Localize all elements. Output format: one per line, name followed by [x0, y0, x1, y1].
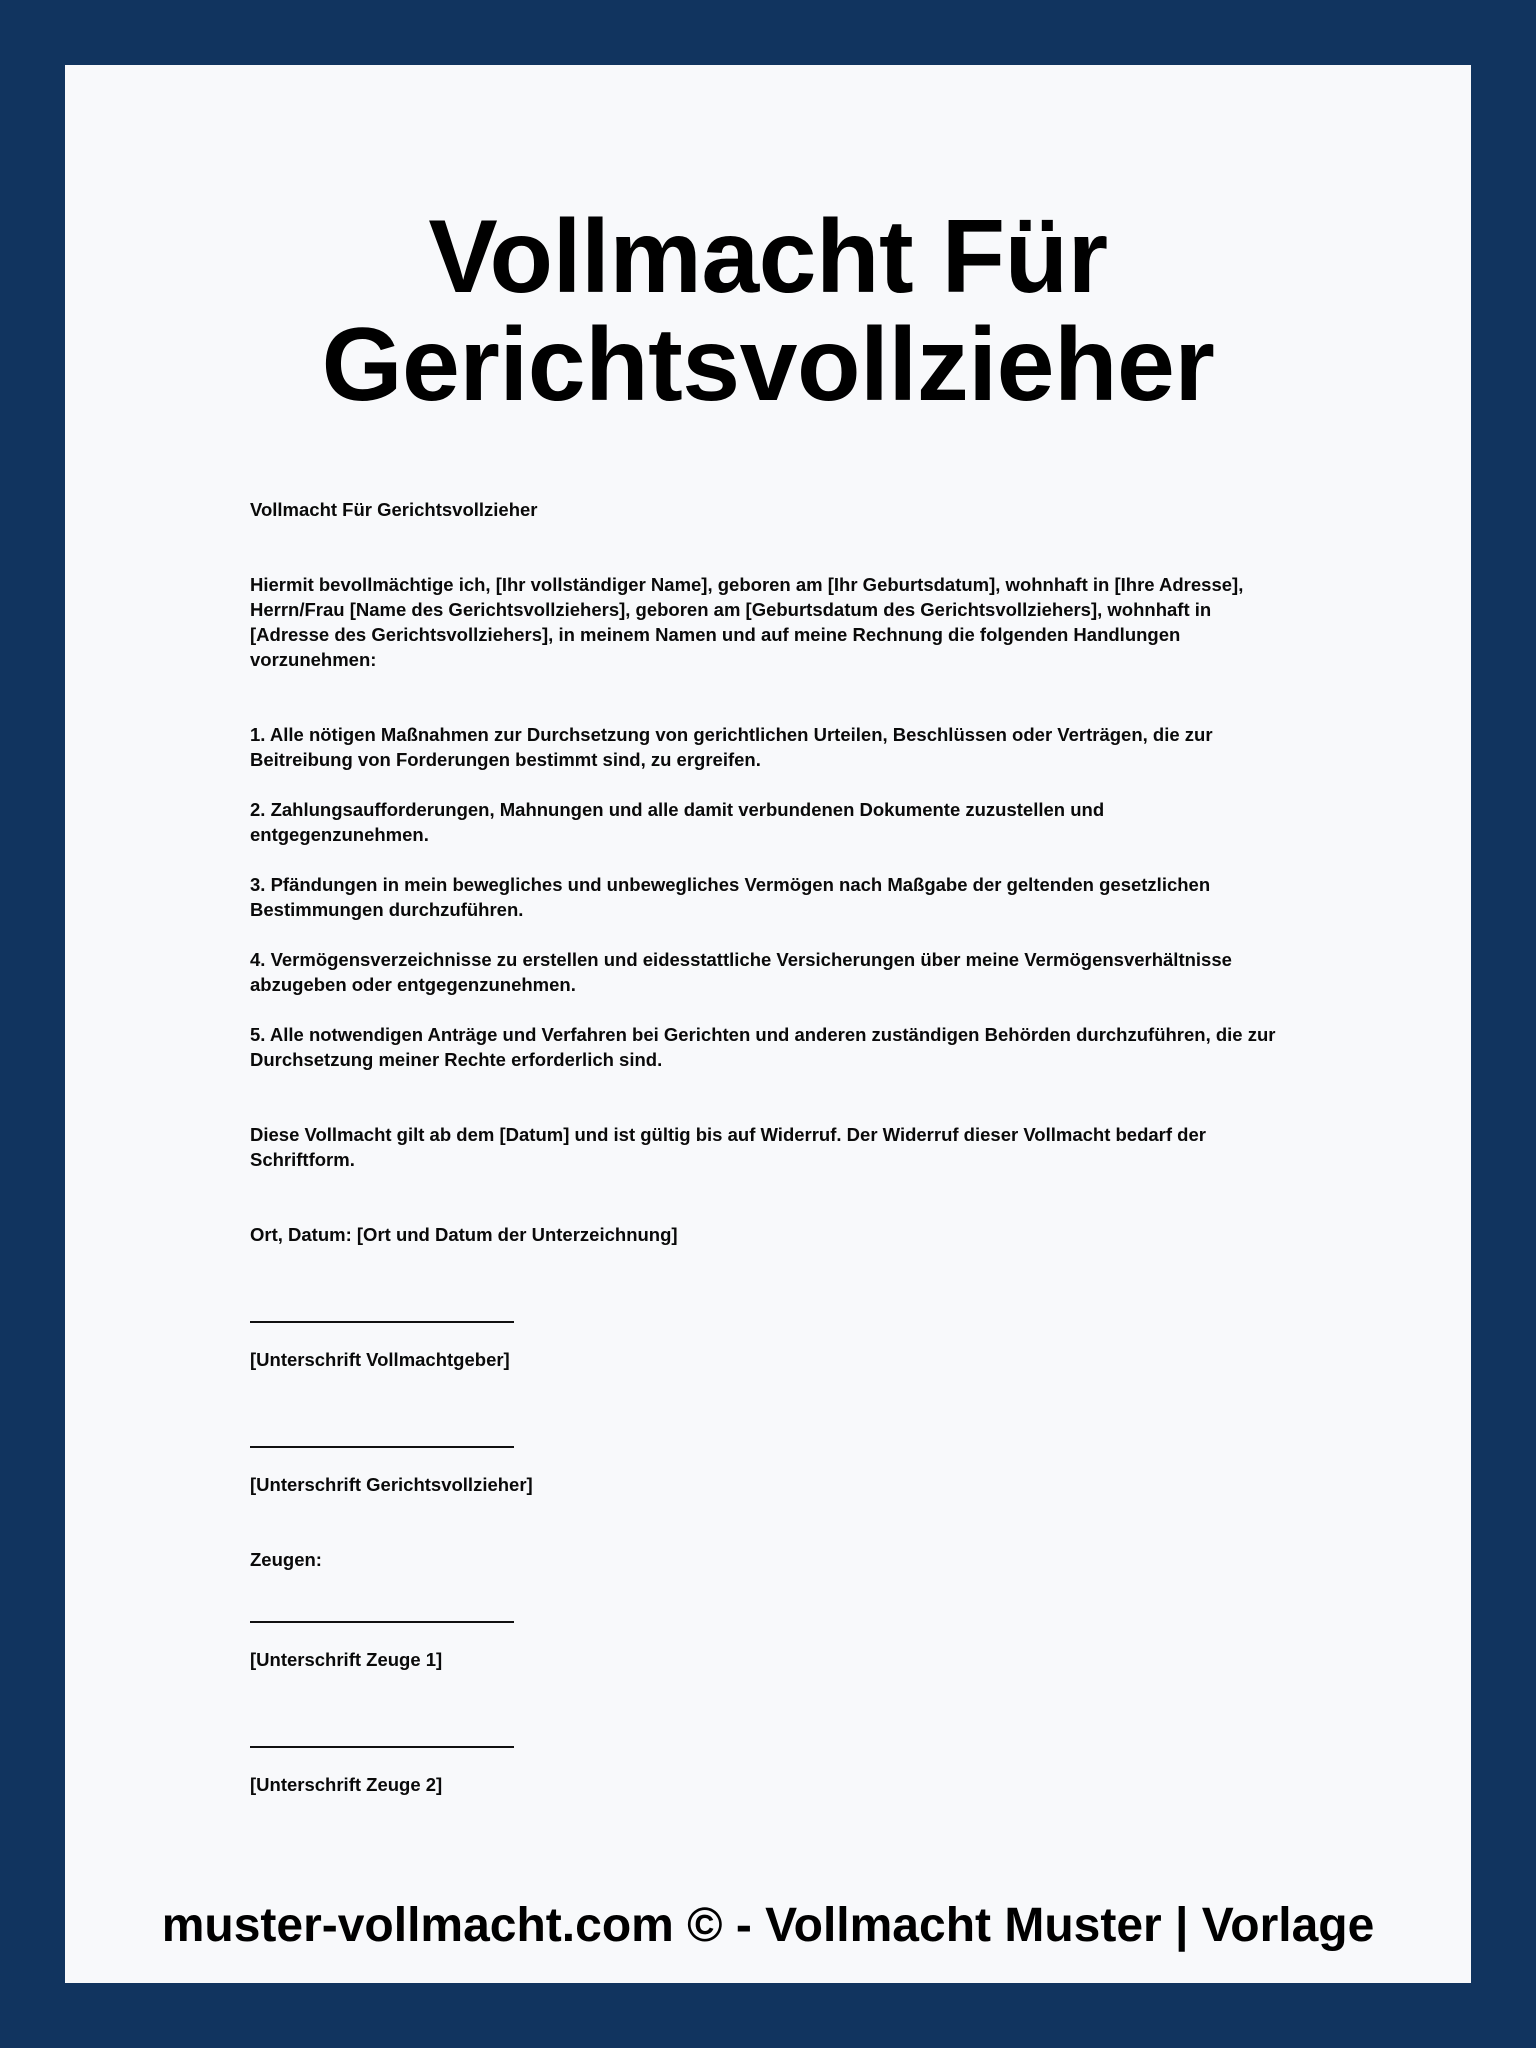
document-page	[65, 65, 1471, 1983]
signature-label-witness-1: [Unterschrift Zeuge 1]	[250, 1649, 443, 1670]
witnesses-label: Zeugen:	[250, 1549, 322, 1570]
title-line-1: Vollmacht Für	[428, 199, 1108, 315]
footer-watermark: muster-vollmacht.com © - Vollmacht Muster | Vorlage	[161, 1899, 1375, 1952]
title-line-2: Gerichtsvollzieher	[321, 307, 1215, 423]
signature-line-witness-2	[250, 1746, 514, 1748]
intro-paragraph: Hiermit bevollmächtige ich, [Ihr vollständiger Name], geboren am [Ihr Geburtsdatum], wohnhaft in [Ihre Adresse], Herrn/Frau [Name des Gerichtsvollziehers], geboren am [Geburtsdatum des Gerichtsvollziehers], wohnhaft in [Adresse des Gerichtsvollziehers], in meinem Namen und auf meine Rechnung die folgenden Handlungen vorzunehmen:	[250, 574, 1244, 670]
list-item-4: 4. Vermögensverzeichnisse zu erstellen und eidesstattliche Versicherungen über meine Vermögensverhältnisse abzugeben oder entgegenzunehmen.	[250, 949, 1232, 995]
list-item-5: 5. Alle notwendigen Anträge und Verfahren bei Gerichten und anderen zuständigen Behörden durchzuführen, die zur Durchsetzung meiner Rechte erforderlich sind.	[250, 1024, 1276, 1070]
signature-label-bailiff: [Unterschrift Gerichtsvollzieher]	[250, 1474, 533, 1495]
document-title	[65, 199, 1471, 423]
list-item-1: 1. Alle nötigen Maßnahmen zur Durchsetzung von gerichtlichen Urteilen, Beschlüssen oder Verträgen, die zur Beitreibung von Forderungen bestimmt sind, zu ergreifen.	[250, 724, 1213, 770]
signature-line-witness-1	[250, 1621, 514, 1623]
signature-line-principal	[250, 1321, 514, 1323]
signature-label-principal: [Unterschrift Vollmachtgeber]	[250, 1349, 510, 1370]
signature-line-bailiff	[250, 1446, 514, 1448]
list-item-2: 2. Zahlungsaufforderungen, Mahnungen und alle damit verbundenen Dokumente zuzustellen und entgegenzunehmen.	[250, 799, 1105, 845]
document-subtitle: Vollmacht Für Gerichtsvollzieher	[250, 499, 538, 520]
signature-label-witness-2: [Unterschrift Zeuge 2]	[250, 1774, 443, 1795]
validity-paragraph: Diese Vollmacht gilt ab dem [Datum] und ist gültig bis auf Widerruf. Der Widerruf dieser Vollmacht bedarf der Schriftform.	[250, 1124, 1206, 1170]
place-date-line: Ort, Datum: [Ort und Datum der Unterzeichnung]	[250, 1224, 678, 1245]
list-item-3: 3. Pfändungen in mein bewegliches und unbewegliches Vermögen nach Maßgabe der geltenden gesetzlichen Bestimmungen durchzuführen.	[250, 874, 1211, 920]
